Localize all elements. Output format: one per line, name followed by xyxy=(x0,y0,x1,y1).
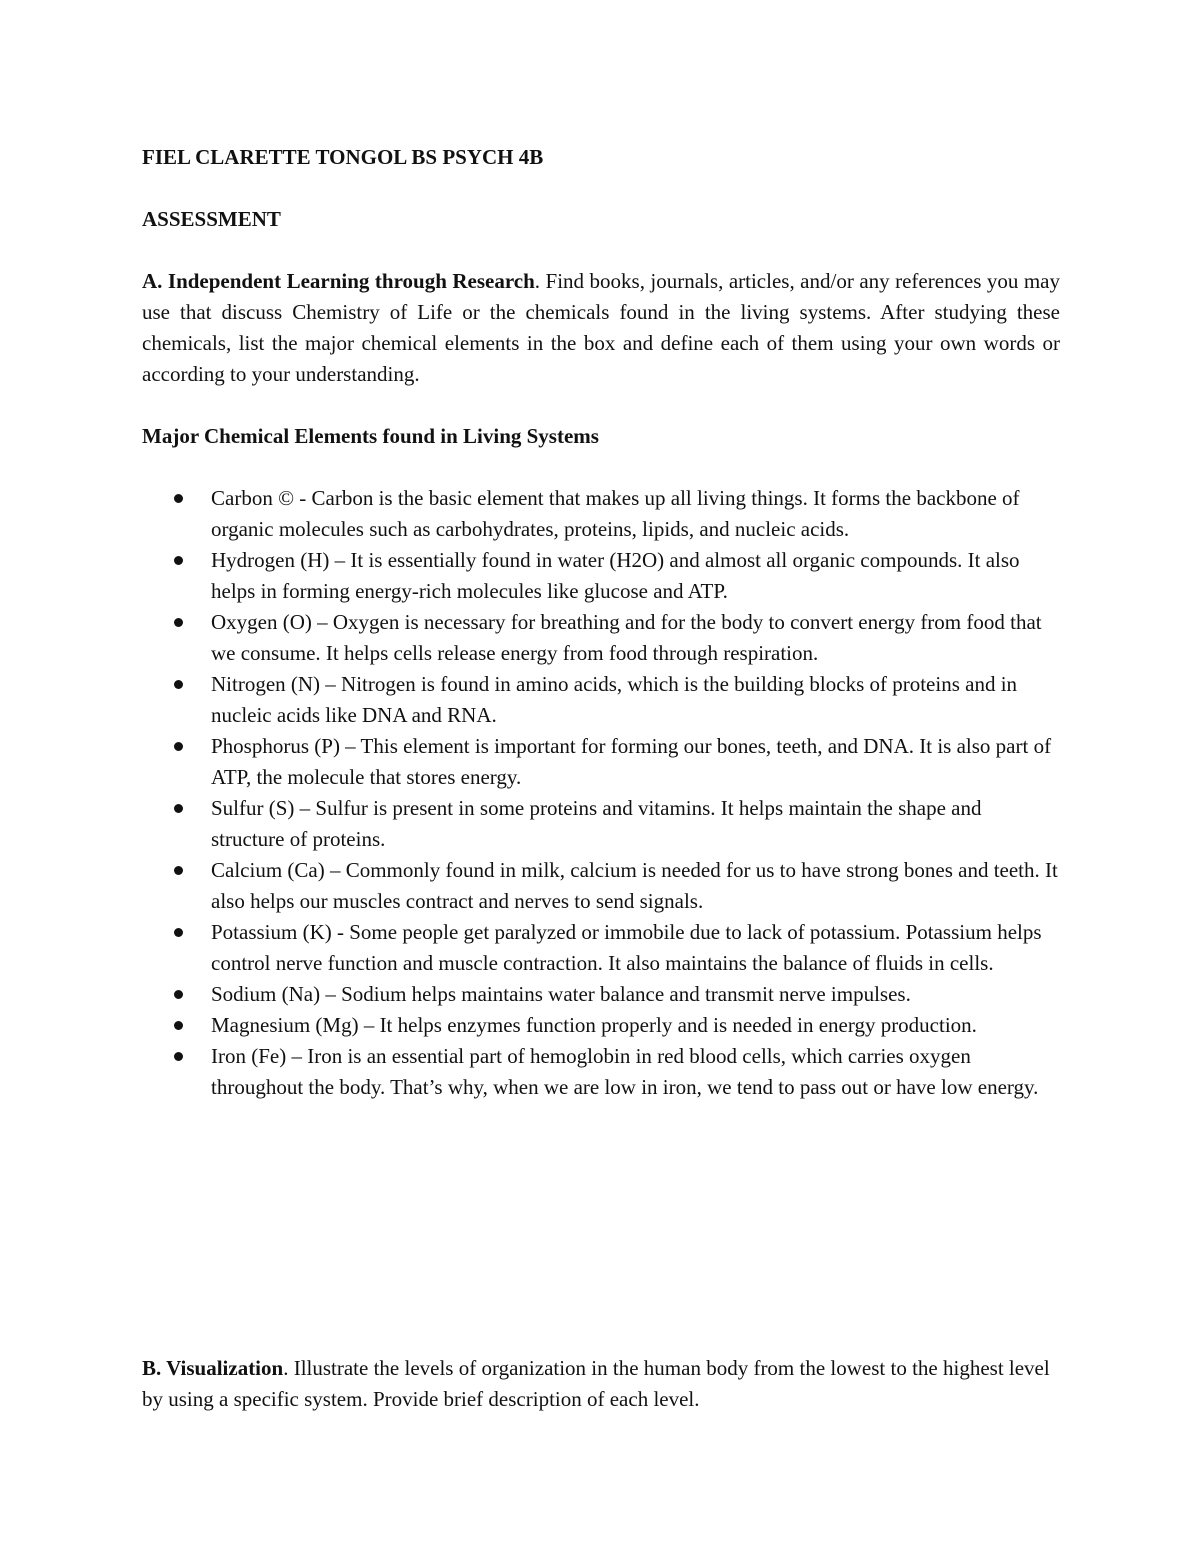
element-text: Potassium (K) - Some people get paralyzed or immobile due to lack of potassium. Potassium helps control nerve function and muscle contraction. It also maintains the balance of fluids in cells. xyxy=(211,920,1042,975)
bullet-icon xyxy=(174,804,183,813)
bullet-icon xyxy=(174,990,183,999)
element-text: Sulfur (S) – Sulfur is present in some proteins and vitamins. It helps maintain the shape and structure of proteins. xyxy=(211,796,982,851)
bullet-icon xyxy=(174,866,183,875)
element-text: Sodium (Na) – Sodium helps maintains water balance and transmit nerve impulses. xyxy=(211,982,911,1006)
bullet-icon xyxy=(174,680,183,689)
part-a-lead: A. Independent Learning through Research xyxy=(142,269,535,293)
bullet-icon xyxy=(174,556,183,565)
assessment-title: ASSESSMENT xyxy=(142,207,281,231)
part-b-paragraph xyxy=(142,1353,1060,1415)
bullet-icon xyxy=(174,742,183,751)
element-text: Iron (Fe) – Iron is an essential part of hemoglobin in red blood cells, which carries oxygen throughout the body. That’s why, when we are low in iron, we tend to pass out or have low energy. xyxy=(211,1044,1039,1099)
element-text: Nitrogen (N) – Nitrogen is found in amino acids, which is the building blocks of proteins and in nucleic acids like DNA and RNA. xyxy=(211,672,1018,727)
part-a-text: . Find books, journals, articles, and/or any references you may use that discuss Chemistry of Life or the chemicals found in the living systems. After studying these chemicals, list the major chemical elements in the box and define each of them using your own words or according to your understanding. xyxy=(142,269,1060,386)
element-text: Magnesium (Mg) – It helps enzymes function properly and is needed in energy production. xyxy=(211,1013,977,1037)
list-item xyxy=(142,855,1060,917)
element-text: Hydrogen (H) – It is essentially found in water (H2O) and almost all organic compounds. It also helps in forming energy-rich molecules like glucose and ATP. xyxy=(211,548,1020,603)
list-item xyxy=(142,545,1060,607)
list-item xyxy=(142,1010,1060,1041)
element-text: Calcium (Ca) – Commonly found in milk, calcium is needed for us to have strong bones and teeth. It also helps our muscles contract and nerves to send signals. xyxy=(211,858,1058,913)
part-a-paragraph xyxy=(142,266,1060,390)
element-text: Carbon © - Carbon is the basic element that makes up all living things. It forms the backbone of organic molecules such as carbohydrates, proteins, lipids, and nucleic acids. xyxy=(211,486,1020,541)
list-item xyxy=(142,793,1060,855)
list-item xyxy=(142,917,1060,979)
part-b-text: . Illustrate the levels of organization in the human body from the lowest to the highest level by using a specific system. Provide brief description of each level. xyxy=(142,1356,1050,1411)
element-text: Oxygen (O) – Oxygen is necessary for breathing and for the body to convert energy from food that we consume. It helps cells release energy from food through respiration. xyxy=(211,610,1042,665)
bullet-icon xyxy=(174,928,183,937)
element-text: Phosphorus (P) – This element is important for forming our bones, teeth, and DNA. It is also part of ATP, the molecule that stores energy. xyxy=(211,734,1052,789)
bullet-icon xyxy=(174,1021,183,1030)
student-header: FIEL CLARETTE TONGOL BS PSYCH 4B xyxy=(142,145,544,169)
list-item xyxy=(142,979,1060,1010)
elements-list xyxy=(142,483,1060,1103)
part-b-lead: B. Visualization xyxy=(142,1356,284,1380)
list-item xyxy=(142,483,1060,545)
list-item xyxy=(142,607,1060,669)
bullet-icon xyxy=(174,1052,183,1061)
bullet-icon xyxy=(174,494,183,503)
list-item xyxy=(142,731,1060,793)
bullet-icon xyxy=(174,618,183,627)
list-item xyxy=(142,669,1060,731)
elements-subheading: Major Chemical Elements found in Living Systems xyxy=(142,424,599,448)
list-item xyxy=(142,1041,1060,1103)
